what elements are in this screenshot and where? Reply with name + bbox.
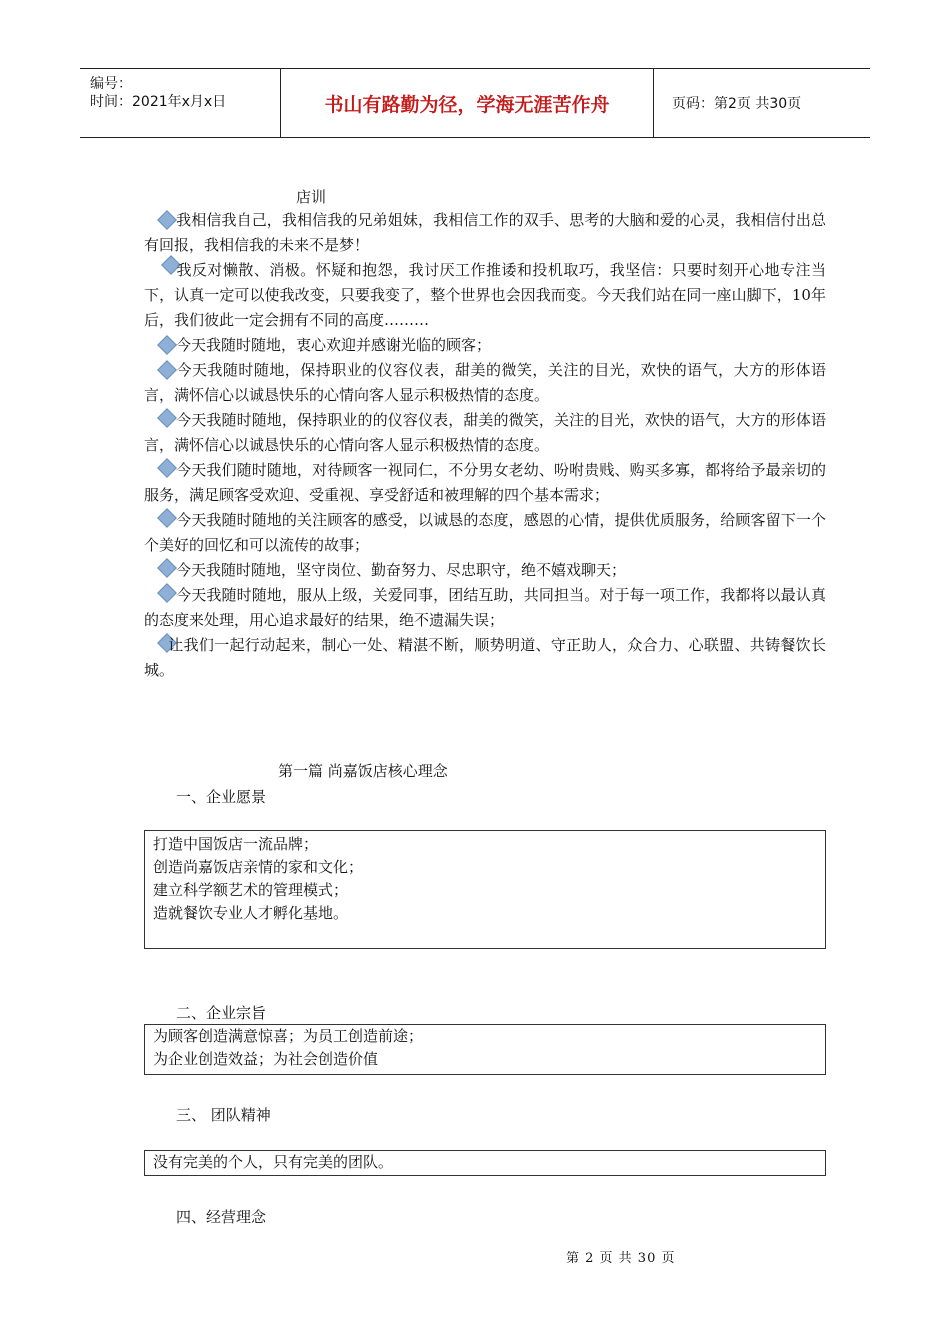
paragraph-text: 今天我随时随地，服从上级，关爱同事，团结互助，共同担当。对于每一项工作，我都将以最认真的态度来处理，用心追求最好的结果，绝不遗漏失误； [144, 586, 826, 629]
vision-line: 打造中国饭店一流品牌； [153, 835, 319, 853]
section-heading-business-philosophy: 四、经营理念 [176, 1208, 267, 1226]
paragraph-text: 今天我随时随地的关注顾客的感受，以诚恳的态度，感恩的心情，提供优质服务，给顾客留下一个个美好的回忆和可以流传的故事； [144, 511, 826, 554]
vision-line: 造就餐饮专业人才孵化基地。 [153, 904, 349, 922]
paragraph-text: 今天我随时随地，衷心欢迎并感谢光临的顾客； [176, 336, 492, 354]
page-header [80, 68, 870, 138]
section-heading-team-spirit: 三、 团队精神 [176, 1106, 271, 1124]
date-label: 时间：2021年x月x日 [90, 94, 227, 110]
vision-line: 创造尚嘉饭店亲情的家和文化； [153, 858, 364, 876]
vision-box [144, 830, 826, 949]
paragraph-4 [144, 358, 826, 408]
section-title-dianxun: 店训 [296, 188, 327, 206]
page-label-text: 页码：第2页 共30页 [672, 96, 802, 112]
team-spirit-box [144, 1150, 826, 1176]
paragraph-text: 今天我随时随地，保持职业的仪容仪表，甜美的微笑，关注的目光，欢快的语气，大方的形体语言，满怀信心以诚恳快乐的心情向客人显示积极热情的态度。 [144, 361, 826, 404]
number-label: 编号： [90, 76, 132, 92]
page-footer: 第 2 页 共 30 页 [566, 1251, 676, 1266]
paragraph-1 [144, 208, 826, 258]
section-heading-purpose: 二、企业宗旨 [176, 1004, 267, 1022]
paragraph-8 [144, 558, 826, 583]
paragraph-6 [144, 458, 826, 508]
paragraph-text: 今天我随时随地，坚守岗位、勤奋努力、尽忠职守，绝不嬉戏聊天； [176, 561, 627, 579]
paragraph-text: 让我们一起行动起来，制心一处、精湛不断，顺势明道、守正助人，众合力、心联盟、共铸餐饮长城。 [144, 636, 826, 679]
team-spirit-line: 没有完美的个人，只有完美的团队。 [153, 1153, 394, 1171]
paragraph-9 [144, 583, 826, 633]
paragraph-text: 我相信我自己，我相信我的兄弟姐妹，我相信工作的双手、思考的大脑和爱的心灵，我相信付出总有回报，我相信我的未来不是梦！ [144, 211, 826, 254]
purpose-line: 为企业创造效益；为社会创造价值 [153, 1050, 379, 1068]
vision-line: 建立科学额艺术的管理模式； [153, 881, 349, 899]
motto: 书山有路勤为径，学海无涯苦作舟 [281, 69, 654, 137]
paragraph-10 [144, 633, 826, 683]
paragraph-5 [144, 408, 826, 458]
paragraph-7 [144, 508, 826, 558]
paragraph-3 [144, 333, 826, 358]
purpose-box [144, 1024, 826, 1075]
paragraph-text: 我反对懒散、消极。怀疑和抱怨，我讨厌工作推诿和投机取巧，我坚信：只要时刻开心地专注当下，认真一定可以使我改变，只要我变了，整个世界也会因我而变。今天我们站在同一座山脚下，10年后，我们彼此一定会拥有不同的高度……… [144, 261, 826, 329]
chapter-title: 第一篇 尚嘉饭店核心理念 [278, 762, 448, 780]
purpose-line: 为顾客创造满意惊喜；为员工创造前途； [153, 1027, 424, 1045]
section-heading-vision: 一、企业愿景 [176, 788, 267, 806]
paragraph-text: 今天我随时随地，保持职业的的仪容仪表，甜美的微笑，关注的目光，欢快的语气，大方的形体语言，满怀信心以诚恳快乐的心情向客人显示积极热情的态度。 [144, 411, 826, 454]
paragraph-text: 今天我们随时随地，对待顾客一视同仁，不分男女老幼、吩咐贵贱、购买多寡，都将给予最亲切的服务，满足顾客受欢迎、受重视、享受舒适和被理解的四个基本需求； [144, 461, 826, 504]
header-meta-cell [80, 69, 281, 137]
page-label [664, 69, 870, 137]
paragraph-2 [144, 258, 826, 333]
